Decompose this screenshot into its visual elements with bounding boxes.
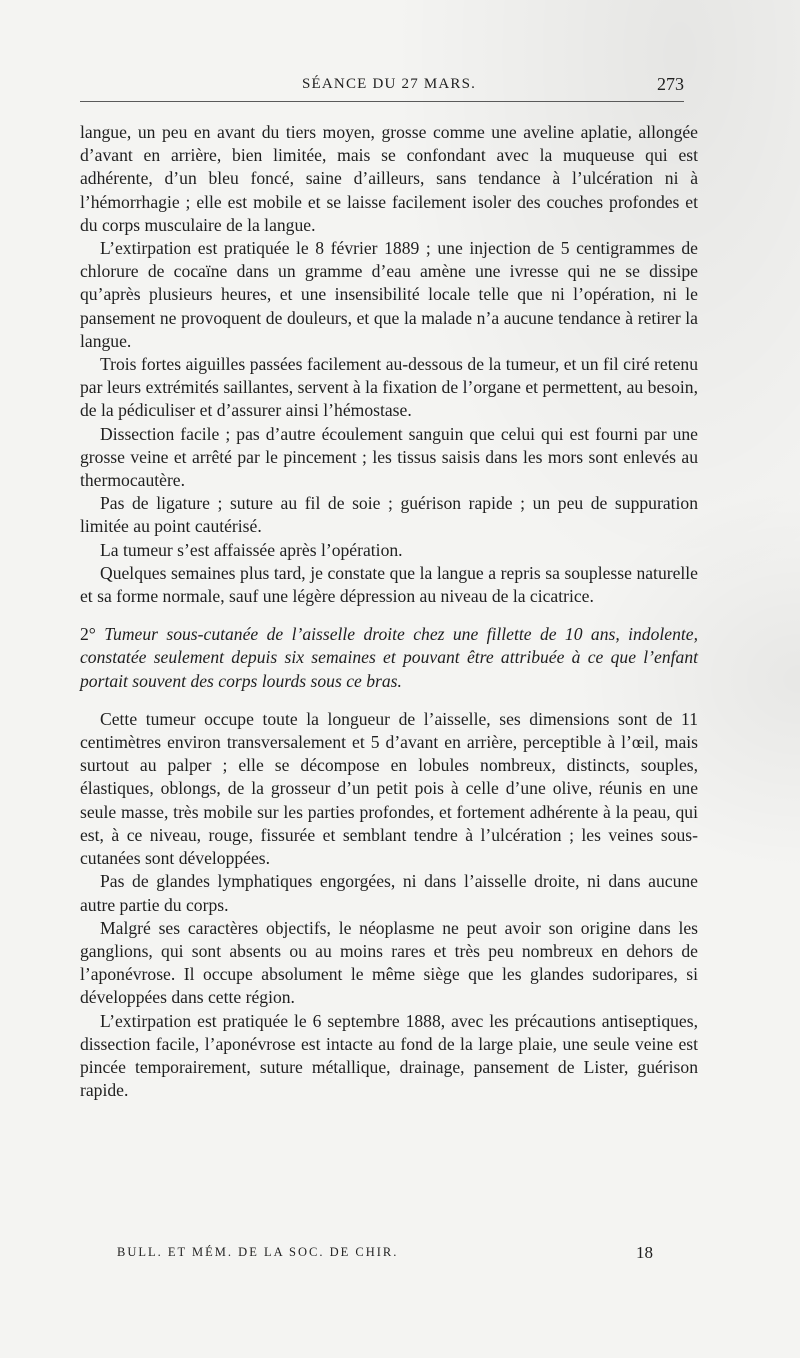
paragraph-4: Dissection facile ; pas d’autre écoulement sanguin que celui qui est fourni par une grosse veine et arrêté par le pincement ; les tissus saisis dans les mors sont enlevés au thermocautère.: [80, 423, 698, 491]
section-heading: [80, 623, 698, 693]
paragraph-11: L’extirpation est pratiquée le 6 septembre 1888, avec les précautions antiseptiques, dissection facile, l’aponévrose est intacte au fond de la large plaie, une seule veine est pincée temporairement, suture métallique, drainage, pansement de Lister, guérison rapide.: [80, 1010, 698, 1101]
page-content: [80, 121, 698, 1102]
paragraph-10: Malgré ses caractères objectifs, le néoplasme ne peut avoir son origine dans les ganglions, qui sont absents ou au moins rares et très peu nombreux en dehors de l’aponévrose. Il occupe absolument le même siège que les glandes sudoripares, si développées dans cette région.: [80, 917, 698, 1008]
journal-title: BULL. ET MÉM. DE LA SOC. DE CHIR.: [117, 1245, 399, 1259]
paragraph-7: Quelques semaines plus tard, je constate que la langue a repris sa souplesse naturelle et sa forme normale, sauf une légère dépression au niveau de la cicatrice.: [80, 562, 698, 607]
section-number: 2°: [80, 624, 96, 645]
page-footer: [117, 1245, 653, 1265]
paragraph-3: Trois fortes aiguilles passées facilement au-dessous de la tumeur, et un fil ciré retenu par leurs extrémités saillantes, servent à la fixation de l’organe et permettent, au besoin, de la pédiculiser et d’assurer ainsi l’hémostase.: [80, 354, 698, 421]
paragraph-9: Pas de glandes lymphatiques engorgées, ni dans l’aisselle droite, ni dans aucune autre partie du corps.: [80, 871, 698, 915]
header-rule: [80, 101, 684, 102]
running-head: SÉANCE DU 27 MARS.: [302, 76, 477, 92]
signature-mark: 18: [636, 1243, 653, 1262]
paragraph-6: La tumeur s’est affaissée après l’opération.: [100, 539, 403, 560]
page-number: 273: [657, 74, 684, 94]
paragraph-5: Pas de ligature ; suture au fil de soie ; guérison rapide ; un peu de suppuration limitée au point cautérisé.: [80, 493, 698, 537]
section-title: Tumeur sous-cutanée de l’aisselle droite chez une fillette de 10 ans, indolente, constatée seulement depuis six semaines et pouvant être attribuée à ce que l’enfant portait souvent des corps lourds sous ce bras.: [80, 624, 698, 691]
paragraph-2: L’extirpation est pratiquée le 8 février 1889 ; une injection de 5 centigrammes de chlorure de cocaïne dans un gramme d’eau amène une ivresse qui ne se dissipe qu’après plusieurs heures, et une insensibilité locale telle que ni l’opération, ni le pansement ne provoquent de douleurs, et que la malade n’a aucune tendance à retirer la langue.: [80, 238, 698, 351]
paragraph-8: Cette tumeur occupe toute la longueur de l’aisselle, ses dimensions sont de 11 centimètres environ transversalement et 5 d’avant en arrière, perceptible à l’œil, mais surtout au palper ; elle se décompose en lobules nombreux, distincts, souples, élastiques, oblongs, de la grosseur d’un petit pois à celle d’une olive, réunis en une seule masse, très mobile sur les parties profondes, et fortement adhérente à la peau, qui est, à ce niveau, rouge, fissurée et semblant tendre à l’ulcération ; les veines sous-cutanées sont développées.: [80, 708, 698, 869]
paragraph-1: langue, un peu en avant du tiers moyen, grosse comme une aveline aplatie, allongée d’avant en arrière, bien limitée, mais se confondant avec la muqueuse qui est adhérente, d’un bleu foncé, saine d’ailleurs, sans tendance à l’ulcération ni à l’hémorrhagie ; elle est mobile et se laisse facilement isoler des couches profondes et du corps musculaire de la langue.: [80, 122, 698, 235]
page-header: [80, 76, 684, 96]
